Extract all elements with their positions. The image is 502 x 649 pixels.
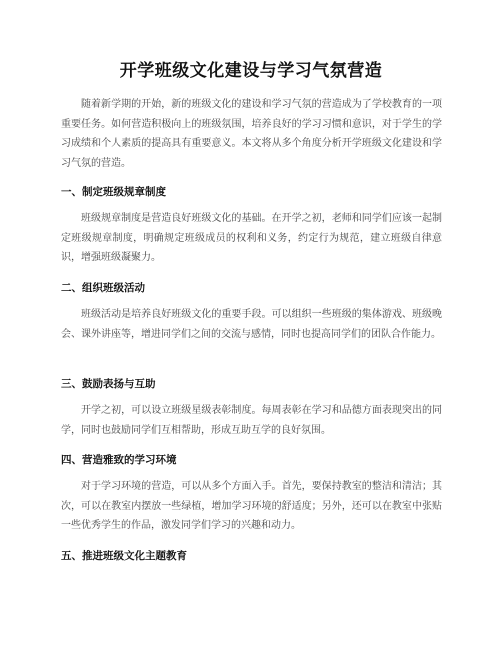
- section-heading-5: 五、推进班级文化主题教育: [61, 550, 187, 562]
- section-body-2: 班级活动是培养良好班级文化的重要手段。可以组织一些班级的集体游戏、班级晚会、课外讲座等，增进同学们之间的交流与感情，同时也提高同学们的团队合作能力。: [61, 309, 442, 340]
- section-body-1: 班级规章制度是营造良好班级文化的基础。在开学之初，老师和同学们应该一起制定班级规章制度，明确规定班级成员的权利和义务，约定行为规范，建立班级自律意识，增强班级凝聚力。: [61, 213, 442, 263]
- section-heading-4: 四、营造雅致的学习环境: [61, 454, 177, 466]
- section-heading-3: 三、鼓励表扬与互助: [61, 378, 156, 390]
- section-body-3: 开学之初，可以设立班级星级表彰制度。每周表彰在学习和品德方面表现突出的同学，同时也鼓励同学们互相帮助，形成互助互学的良好氛围。: [61, 405, 442, 436]
- intro-paragraph: 随着新学期的开始，新的班级文化的建设和学习气氛的营造成为了学校教育的一项重要任务。如何营造积极向上的班级氛围，培养良好的学习习惯和意识，对于学生的学习成绩和个人素质的提高具有重要意义。本文将从多个角度分析开学班级文化建设和学习气氛的营造。: [61, 99, 442, 169]
- section-heading-1: 一、制定班级规章制度: [61, 186, 166, 198]
- document-title: 开学班级文化建设与学习气氛营造: [119, 61, 383, 81]
- section-body-4: 对于学习环境的营造，可以从多个方面入手。首先，要保持教室的整洁和清洁；其次，可以在教室内摆放一些绿植，增加学习环境的舒适度；另外，还可以在教室中张贴一些优秀学生的作品，激发同学们学习的兴趣和动力。: [61, 481, 442, 531]
- section-heading-2: 二、组织班级活动: [61, 282, 145, 294]
